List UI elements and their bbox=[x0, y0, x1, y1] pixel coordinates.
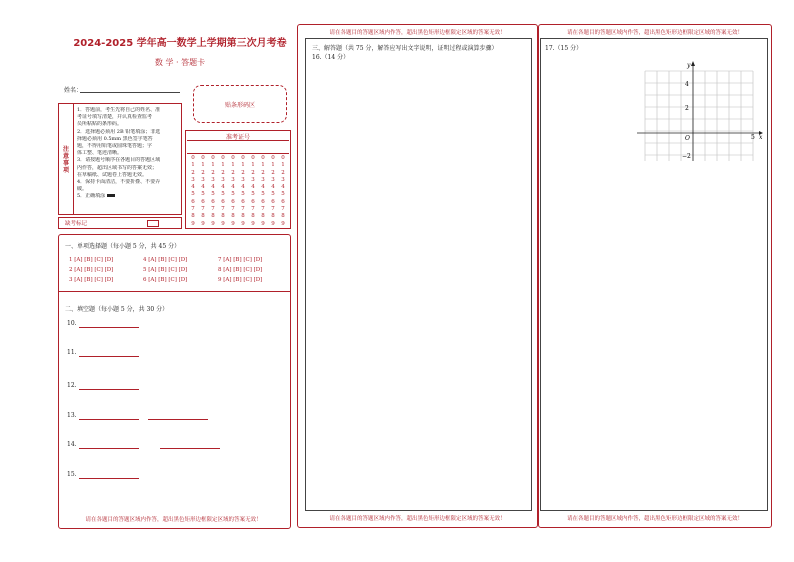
exam-id-digit-bubble[interactable]: 3 bbox=[261, 176, 265, 183]
exam-id-digit-bubble[interactable]: 9 bbox=[221, 220, 225, 227]
exam-id-digit-bubble[interactable]: 1 bbox=[191, 162, 195, 169]
choice-item-8[interactable]: 8 [A] [B] [C] [D] bbox=[218, 267, 263, 273]
exam-id-digit-bubble[interactable]: 8 bbox=[261, 213, 265, 220]
exam-id-digit-bubble[interactable]: 3 bbox=[221, 176, 225, 183]
exam-id-digit-bubble[interactable]: 4 bbox=[281, 184, 285, 191]
exam-id-digit-bubble[interactable]: 4 bbox=[251, 184, 255, 191]
exam-id-digit-bubble[interactable]: 4 bbox=[271, 184, 275, 191]
exam-id-digit-bubble[interactable]: 3 bbox=[251, 176, 255, 183]
exam-id-digit-bubble[interactable]: 5 bbox=[251, 191, 255, 198]
grid-lines bbox=[645, 71, 753, 161]
note-line: 破。 bbox=[77, 186, 88, 193]
note-line: 2．选择题必须用 2B 铅笔填涂；非选 bbox=[77, 128, 161, 135]
correct-fill-label: 5．正确填涂 bbox=[77, 193, 106, 200]
exam-id-digit-bubble[interactable]: 7 bbox=[221, 206, 225, 213]
page-subtitle: 数 学 · 答题卡 bbox=[154, 58, 206, 67]
answer-area-q16[interactable] bbox=[305, 38, 532, 511]
exam-id-digit-bubble[interactable]: 0 bbox=[251, 155, 255, 161]
exam-id-title: 准考证号 bbox=[225, 134, 250, 141]
note-line: 1．答题前，考生先将自己的姓名、准 bbox=[77, 107, 161, 113]
exam-id-digit-bubble[interactable]: 5 bbox=[261, 191, 265, 198]
exam-id-digit-column bbox=[258, 155, 268, 228]
question-17-label: 17.（15 分） bbox=[545, 45, 583, 52]
choice-item-1[interactable]: 1 [A] [B] [C] [D] bbox=[69, 257, 114, 263]
exam-id-digit-bubble[interactable]: 0 bbox=[271, 155, 275, 161]
choice-item-7[interactable]: 7 [A] [B] [C] [D] bbox=[218, 257, 263, 263]
note-line: 择题必须用 0.5mm 黑色签字笔答 bbox=[77, 135, 153, 142]
exam-id-digit-bubble[interactable]: 3 bbox=[281, 176, 285, 183]
note-line: 员所粘贴的条形码。 bbox=[77, 121, 123, 128]
exam-id-digit-bubble[interactable]: 6 bbox=[251, 198, 255, 205]
choice-item-4[interactable]: 4 [A] [B] [C] [D] bbox=[143, 257, 188, 263]
exam-id-digit-bubble[interactable]: 5 bbox=[231, 191, 235, 198]
choice-item-6[interactable]: 6 [A] [B] [C] [D] bbox=[143, 277, 188, 283]
fill-answer-line-11[interactable] bbox=[79, 356, 139, 357]
note-line: 体工整、笔迹清晰。 bbox=[77, 150, 123, 157]
exam-id-digit-bubble[interactable]: 2 bbox=[211, 169, 215, 176]
exam-id-digit-bubble[interactable]: 5 bbox=[211, 191, 215, 198]
exam-id-digit-bubble[interactable]: 7 bbox=[211, 206, 215, 213]
absent-mark-row bbox=[58, 217, 182, 229]
exam-id-digit-bubble[interactable]: 3 bbox=[231, 176, 235, 183]
exam-id-digit-bubble[interactable]: 0 bbox=[211, 155, 215, 161]
barcode-area bbox=[193, 85, 287, 123]
y-tick-label: 2 bbox=[685, 105, 689, 112]
exam-id-digit-bubble[interactable]: 1 bbox=[221, 162, 225, 169]
section-divider bbox=[59, 291, 290, 292]
exam-id-digit-bubble[interactable]: 0 bbox=[221, 155, 225, 161]
exam-id-digit-bubble[interactable]: 6 bbox=[231, 198, 235, 205]
fill-number-11: 11. bbox=[67, 349, 77, 356]
exam-id-digit-bubble[interactable]: 4 bbox=[231, 184, 235, 191]
filled-mark-icon bbox=[107, 194, 115, 197]
exam-id-digit-bubble[interactable]: 0 bbox=[241, 155, 245, 161]
y-tick-label: 4 bbox=[685, 81, 689, 88]
absent-mark-label: 缺考标记 bbox=[65, 221, 88, 227]
choice-item-5[interactable]: 5 [A] [B] [C] [D] bbox=[143, 267, 188, 273]
exam-id-digit-bubble[interactable]: 7 bbox=[241, 206, 245, 213]
exam-id-digit-bubble[interactable]: 3 bbox=[211, 176, 215, 183]
exam-id-digit-bubble[interactable]: 5 bbox=[201, 191, 205, 198]
exam-id-digit-bubble[interactable]: 6 bbox=[271, 198, 275, 205]
exam-id-digit-bubble[interactable]: 5 bbox=[221, 191, 225, 198]
coordinate-grid bbox=[633, 61, 763, 165]
fill-answer-line-13b[interactable] bbox=[148, 419, 208, 420]
note-line: 题，不得用铅笔或圆珠笔答题；字 bbox=[77, 143, 153, 150]
exam-id-digit-bubble[interactable]: 7 bbox=[201, 206, 205, 213]
exam-id-digit-column bbox=[218, 155, 228, 228]
section3-title: 三、解答题（共 75 分，解答应写出文字说明，证明过程或演算步骤） bbox=[312, 45, 498, 52]
exam-id-digit-bubble[interactable]: 8 bbox=[211, 213, 215, 220]
area-notice: 请在各题目的答题区域内作答，超出黑色矩形边框限定区域的答案无效！ bbox=[566, 30, 743, 36]
exam-id-digit-bubble[interactable]: 6 bbox=[221, 198, 225, 205]
exam-id-digit-bubble[interactable]: 0 bbox=[201, 155, 205, 161]
choice-item-3[interactable]: 3 [A] [B] [C] [D] bbox=[69, 277, 114, 283]
name-field[interactable] bbox=[80, 92, 180, 93]
exam-id-digit-bubble[interactable]: 4 bbox=[201, 184, 205, 191]
exam-id-digit-bubble[interactable]: 1 bbox=[261, 162, 265, 169]
exam-id-digit-bubble[interactable]: 8 bbox=[231, 213, 235, 220]
section2-title: 二、填空题（每小题 5 分，共 30 分） bbox=[65, 306, 169, 313]
y-axis-label: y bbox=[687, 62, 691, 69]
note-line: 在草稿纸、试题卷上答题无效。 bbox=[77, 171, 148, 178]
exam-id-digit-bubble[interactable]: 6 bbox=[281, 198, 285, 205]
exam-id-digit-bubble[interactable]: 3 bbox=[191, 176, 195, 183]
exam-id-digit-column bbox=[278, 155, 288, 228]
fill-answer-line-10[interactable] bbox=[79, 327, 139, 328]
exam-id-digit-bubble[interactable]: 1 bbox=[231, 162, 235, 169]
exam-id-digit-bubble[interactable]: 0 bbox=[281, 155, 285, 161]
exam-id-digit-column bbox=[188, 155, 198, 228]
exam-id-digit-bubble[interactable]: 0 bbox=[261, 155, 265, 161]
exam-id-digit-bubble[interactable]: 7 bbox=[281, 206, 285, 213]
fill-answer-line-13a[interactable] bbox=[79, 419, 139, 420]
exam-id-digit-bubble[interactable]: 1 bbox=[251, 162, 255, 169]
exam-id-digit-bubble[interactable]: 3 bbox=[271, 176, 275, 183]
note-line: 4．保持卡面清洁，不要折叠、不要弄 bbox=[77, 179, 161, 186]
exam-id-digit-bubble[interactable]: 2 bbox=[231, 169, 235, 176]
fill-answer-line-12[interactable] bbox=[79, 389, 139, 390]
fill-answer-line-14a[interactable] bbox=[79, 448, 139, 449]
exam-id-digit-bubble[interactable]: 5 bbox=[191, 191, 195, 198]
exam-id-digit-bubble[interactable]: 0 bbox=[231, 155, 235, 161]
exam-id-digit-bubble[interactable]: 9 bbox=[211, 220, 215, 227]
exam-id-digit-bubble[interactable]: 8 bbox=[251, 213, 255, 220]
exam-id-digit-bubble[interactable]: 2 bbox=[261, 169, 265, 176]
fill-number-14: 14. bbox=[67, 441, 77, 448]
exam-id-digit-bubble[interactable]: 5 bbox=[271, 191, 275, 198]
exam-id-digit-bubble[interactable]: 5 bbox=[281, 191, 285, 198]
exam-id-digit-bubble[interactable]: 0 bbox=[191, 155, 195, 161]
exam-id-digit-bubble[interactable]: 3 bbox=[201, 176, 205, 183]
exam-id-digit-column bbox=[238, 155, 248, 228]
exam-id-digit-bubble[interactable]: 7 bbox=[231, 206, 235, 213]
exam-id-digit-column bbox=[208, 155, 218, 228]
exam-id-digit-bubble[interactable]: 9 bbox=[191, 220, 195, 227]
exam-id-digit-bubble[interactable]: 2 bbox=[201, 169, 205, 176]
area-notice: 请在各题目的答题区域内作答，超出黑色矩形边框限定区域的答案无效！ bbox=[329, 30, 506, 36]
exam-id-digit-column bbox=[198, 155, 208, 228]
exam-id-digit-bubble[interactable]: 2 bbox=[251, 169, 255, 176]
exam-id-digit-bubble[interactable]: 9 bbox=[241, 220, 245, 227]
x-axis-label: x bbox=[759, 134, 763, 141]
exam-id-digit-bubble[interactable]: 4 bbox=[241, 184, 245, 191]
exam-id-digit-bubble[interactable]: 2 bbox=[191, 169, 195, 176]
fill-number-15: 15. bbox=[67, 471, 77, 478]
section1-title: 一、单项选择题（每小题 5 分，共 45 分） bbox=[65, 243, 181, 250]
barcode-label: 贴条形码区 bbox=[224, 101, 255, 109]
exam-id-digit-bubble[interactable]: 2 bbox=[221, 169, 225, 176]
exam-id-digit-bubble[interactable]: 9 bbox=[251, 220, 255, 227]
notes-list bbox=[77, 107, 179, 201]
exam-id-digit-bubble[interactable]: 7 bbox=[271, 206, 275, 213]
exam-id-digit-bubble[interactable]: 1 bbox=[241, 162, 245, 169]
exam-id-digit-bubble[interactable]: 3 bbox=[241, 176, 245, 183]
exam-id-digit-bubble[interactable]: 1 bbox=[211, 162, 215, 169]
exam-id-digit-bubble[interactable]: 4 bbox=[211, 184, 215, 191]
note-line: 考证号填写清楚，并认真检查监考 bbox=[77, 114, 153, 121]
answer-box-section1-2 bbox=[58, 234, 291, 529]
answer-area-q17[interactable] bbox=[540, 38, 768, 511]
exam-id-digit-bubble[interactable]: 1 bbox=[281, 162, 285, 169]
note-line: 3．请按题号顺序在各题目的答题区域 bbox=[77, 157, 161, 164]
exam-id-digit-bubble[interactable]: 2 bbox=[281, 169, 285, 176]
notes-box bbox=[58, 103, 182, 215]
page-title: 2024-2025 学年高一数学上学期第三次月考卷 bbox=[73, 38, 287, 49]
exam-id-digit-bubble[interactable]: 9 bbox=[281, 220, 285, 227]
exam-id-divider bbox=[187, 140, 289, 143]
notes-heading: 注意事项 bbox=[62, 146, 69, 174]
exam-id-digit-bubble[interactable]: 1 bbox=[271, 162, 275, 169]
exam-id-digit-bubble[interactable]: 2 bbox=[241, 169, 245, 176]
exam-id-digit-column bbox=[268, 155, 278, 228]
exam-id-digit-bubble[interactable]: 5 bbox=[241, 191, 245, 198]
exam-id-digit-bubble[interactable]: 2 bbox=[271, 169, 275, 176]
exam-id-digit-bubble[interactable]: 6 bbox=[191, 198, 195, 205]
absent-mark-checkbox[interactable] bbox=[147, 220, 159, 227]
exam-id-digit-bubble[interactable]: 8 bbox=[221, 213, 225, 220]
exam-id-digit-bubble[interactable]: 6 bbox=[261, 198, 265, 205]
exam-id-digit-bubble[interactable]: 6 bbox=[241, 198, 245, 205]
exam-id-digit-bubble[interactable]: 7 bbox=[251, 206, 255, 213]
choice-item-2[interactable]: 2 [A] [B] [C] [D] bbox=[69, 267, 114, 273]
fill-number-10: 10. bbox=[67, 320, 77, 327]
question-16-label: 16.（14 分） bbox=[312, 54, 350, 61]
y-axis-arrow-icon bbox=[691, 61, 695, 66]
exam-id-digit-bubble[interactable]: 4 bbox=[261, 184, 265, 191]
exam-id-digit-bubble[interactable]: 4 bbox=[191, 184, 195, 191]
fill-number-13: 13. bbox=[67, 412, 77, 419]
exam-id-digit-bubble[interactable]: 8 bbox=[241, 213, 245, 220]
area-notice: 请在各题目的答题区域内作答，超出黑色矩形边框限定区域的答案无效！ bbox=[85, 517, 262, 523]
exam-id-digit-bubble[interactable]: 8 bbox=[281, 213, 285, 220]
origin-label: O bbox=[685, 135, 690, 142]
choice-item-9[interactable]: 9 [A] [B] [C] [D] bbox=[218, 277, 263, 283]
exam-id-digit-bubble[interactable]: 7 bbox=[191, 206, 195, 213]
exam-id-digit-bubble[interactable]: 4 bbox=[221, 184, 225, 191]
x-tick-label: 5 bbox=[751, 134, 755, 141]
exam-id-digit-bubble[interactable]: 9 bbox=[261, 220, 265, 227]
exam-id-digit-bubble[interactable]: 6 bbox=[211, 198, 215, 205]
exam-id-digit-bubble[interactable]: 9 bbox=[201, 220, 205, 227]
fill-number-12: 12. bbox=[67, 382, 77, 389]
exam-id-digit-column bbox=[248, 155, 258, 228]
name-label: 姓名： bbox=[64, 87, 83, 94]
exam-id-digit-bubble[interactable]: 8 bbox=[201, 213, 205, 220]
exam-id-digit-bubble[interactable]: 9 bbox=[231, 220, 235, 227]
exam-id-digit-bubble[interactable]: 9 bbox=[271, 220, 275, 227]
notes-heading-cell bbox=[59, 104, 74, 214]
fill-answer-line-14b[interactable] bbox=[160, 448, 220, 449]
note-line: 内作答，超出区域书写的答案无效； bbox=[77, 164, 158, 171]
exam-id-digit-bubble[interactable]: 1 bbox=[201, 162, 205, 169]
exam-id-digit-bubble[interactable]: 7 bbox=[261, 206, 265, 213]
fill-answer-line-15[interactable] bbox=[79, 478, 139, 479]
area-notice: 请在各题目的答题区域内作答，超出黑色矩形边框限定区域的答案无效！ bbox=[566, 516, 743, 522]
y-tick-label: −2 bbox=[682, 153, 691, 160]
area-notice: 请在各题目的答题区域内作答，超出黑色矩形边框限定区域的答案无效！ bbox=[329, 516, 506, 522]
exam-id-digit-column bbox=[228, 155, 238, 228]
exam-id-grid bbox=[185, 130, 291, 229]
exam-id-digit-bubble[interactable]: 8 bbox=[271, 213, 275, 220]
exam-id-digit-bubble[interactable]: 8 bbox=[191, 213, 195, 220]
correct-fill-example bbox=[77, 193, 179, 200]
exam-id-digit-bubble[interactable]: 6 bbox=[201, 198, 205, 205]
